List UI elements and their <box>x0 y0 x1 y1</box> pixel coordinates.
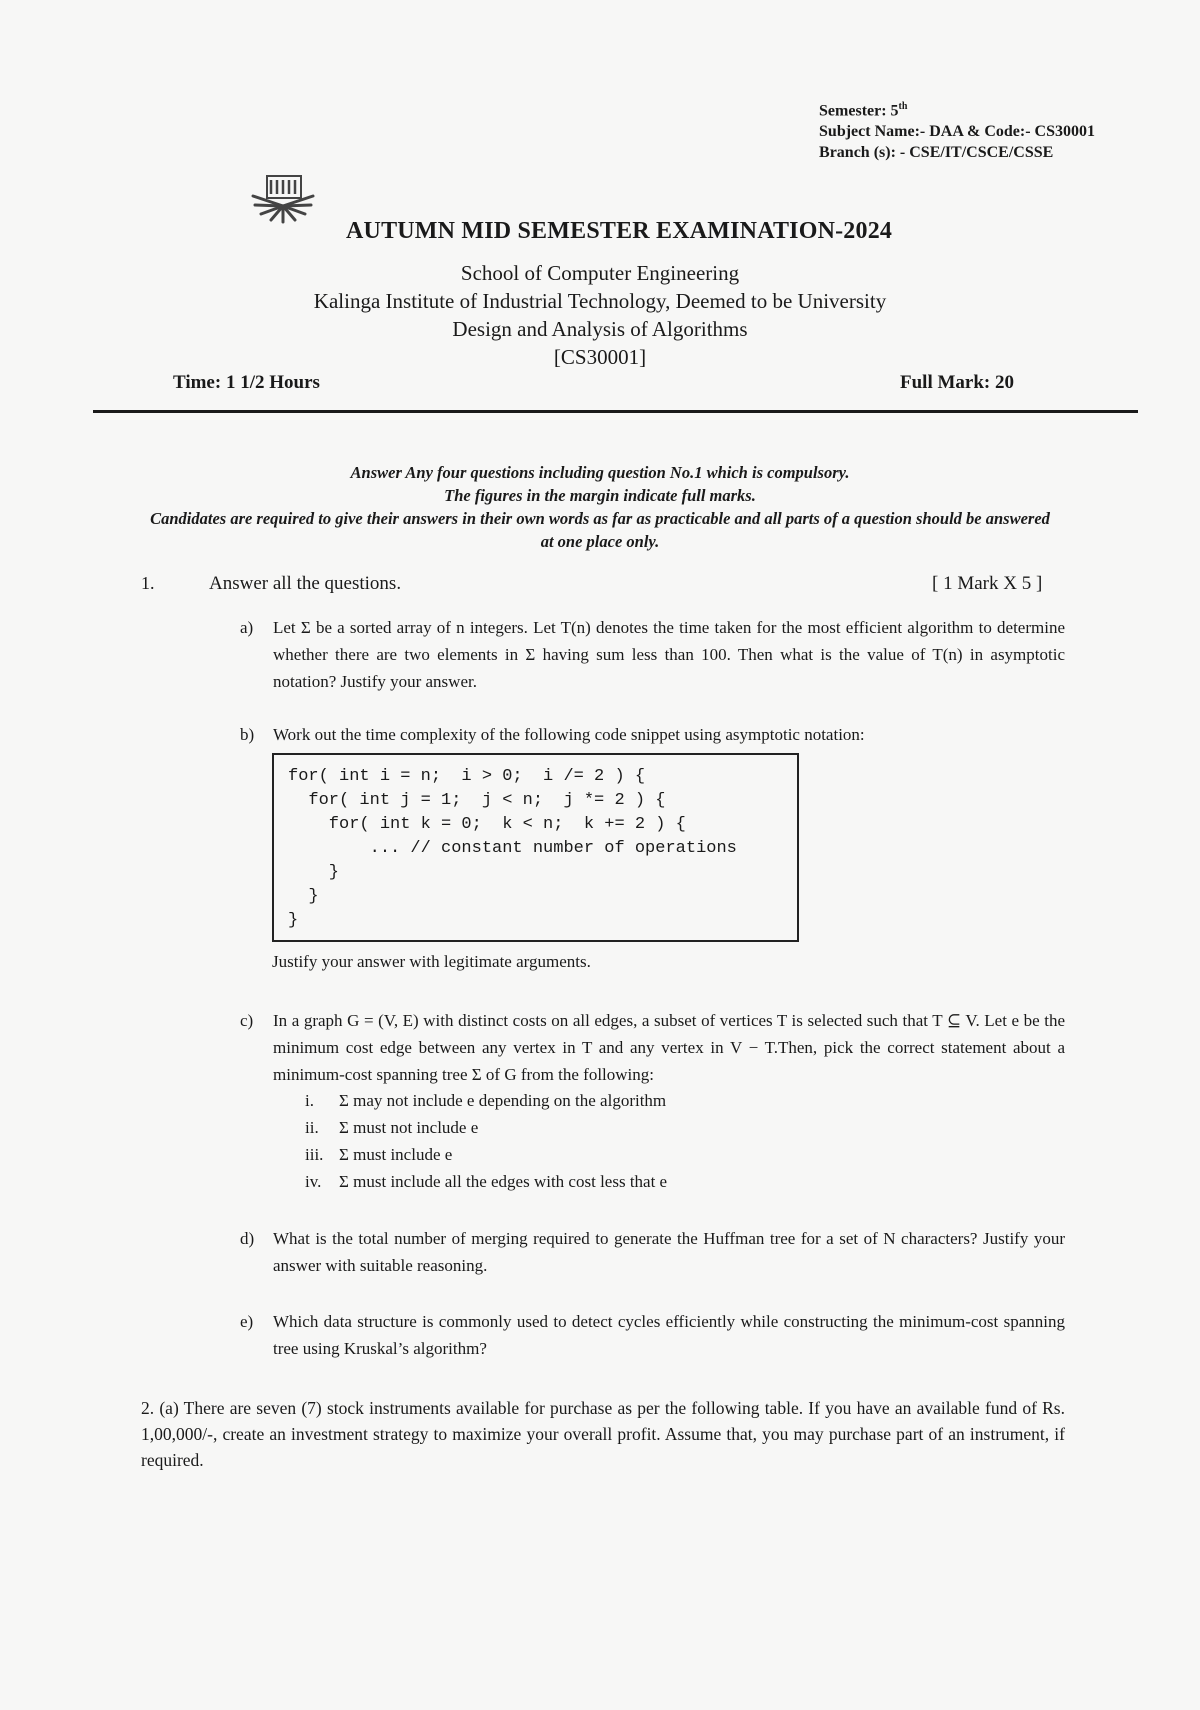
branch: Branch (s): - CSE/IT/CSCE/CSSE <box>819 144 1054 162</box>
subject-name: Subject Name:- DAA & Code:- CS30001 <box>819 123 1095 141</box>
header-divider <box>93 410 1138 413</box>
exam-header-block <box>0 259 1200 371</box>
instruction-line: The figures in the margin indicate full marks. <box>444 486 756 505</box>
question-1b-followup: Justify your answer with legitimate arguments. <box>272 952 591 971</box>
option-item: i. Σ may not include e depending on the algorithm <box>305 1091 667 1110</box>
part-label: b) <box>240 725 255 744</box>
instruction-line: Candidates are required to give their answers in their own words as far as practicable and all parts of a question should be answered at one place only. <box>150 509 1050 551</box>
question-1a <box>240 614 1065 695</box>
code-snippet <box>272 753 799 942</box>
option-item: iv. Σ must include all the edges with cost less that e <box>305 1172 668 1191</box>
instructions <box>150 461 1050 553</box>
part-text: In a graph G = (V, E) with distinct costs on all edges, a subset of vertices T is selected such that T ⊆ V. Let e be the minimum cost edge between any vertex in T and any vertex in V − T.Then, pick the correct statement about a minimum-cost spanning tree Σ of G from the following: <box>273 1011 1065 1084</box>
school-name: School of Computer Engineering <box>460 261 740 285</box>
question-1c-options <box>305 1087 667 1195</box>
part-text: Work out the time complexity of the following code snippet using asymptotic notation: <box>273 725 865 744</box>
question-1-text: Answer all the questions. <box>209 573 402 594</box>
question-1c <box>240 1007 1065 1088</box>
exam-meta <box>819 96 1095 163</box>
part-text: Let Σ be a sorted array of n integers. Let T(n) denotes the time taken for the most efficient algorithm to determine whether there are two elements in Σ having sum less than 100. Then what is the value of T(n) in asymptotic notation? Justify your answer. <box>273 618 1065 691</box>
question-1b <box>240 721 1065 748</box>
university-name: Kalinga Institute of Industrial Technology, Deemed to be University <box>313 289 887 313</box>
part-text: What is the total number of merging required to generate the Huffman tree for a set of N characters? Justify your answer with suitable reasoning. <box>273 1229 1065 1275</box>
university-logo <box>243 172 323 242</box>
full-mark: Full Mark: 20 <box>900 372 1014 393</box>
part-text: Which data structure is commonly used to detect cycles efficiently while constructing the minimum-cost spanning tree using Kruskal’s algorithm? <box>273 1312 1065 1358</box>
exam-title: AUTUMN MID SEMESTER EXAMINATION-2024 <box>346 218 893 244</box>
course-name: Design and Analysis of Algorithms <box>452 317 748 341</box>
question-1-marks: [ 1 Mark X 5 ] <box>932 573 1043 594</box>
code-text: for( int i = n; i > 0; i /= 2 ) { for( int j = 1; j < n; j *= 2 ) { for( int k = 0; k < n; k += 2 ) { ... // constant number of operations } } } <box>288 767 737 930</box>
part-label: a) <box>240 618 254 637</box>
instruction-line: Answer Any four questions including question No.1 which is compulsory. <box>350 463 850 482</box>
question-1d <box>240 1225 1065 1279</box>
option-item: iii. Σ must include e <box>305 1145 453 1164</box>
question-2a: 2. (a) There are seven (7) stock instruments available for purchase as per the following table. If you have an available fund of Rs. 1,00,000/-, create an investment strategy to maximize your overall profit. Assume that, you may purchase part of an instrument, if required. <box>141 1398 1065 1470</box>
part-label: d) <box>240 1229 255 1248</box>
course-code: [CS30001] <box>553 345 647 369</box>
question-1e <box>240 1308 1065 1362</box>
exam-time: Time: 1 1/2 Hours <box>173 372 320 393</box>
part-label: c) <box>240 1011 254 1030</box>
semester: Semester: 5th <box>819 101 908 120</box>
option-item: ii. Σ must not include e <box>305 1118 479 1137</box>
part-label: e) <box>240 1312 254 1331</box>
question-1-number: 1. <box>141 573 155 593</box>
